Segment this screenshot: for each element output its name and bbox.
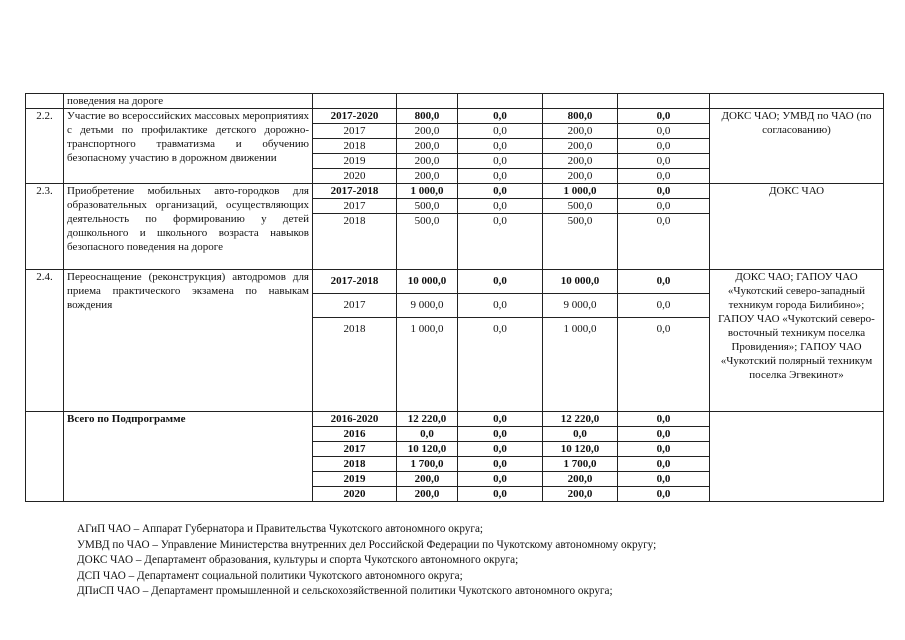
table-row [26,109,884,124]
value-cell: 0,0 [618,214,710,270]
period-cell: 2017-2020 [313,109,397,124]
period-cell: 2016-2020 [313,412,397,427]
value-cell: 0,0 [618,184,710,199]
value-cell: 200,0 [543,139,618,154]
period-cell: 2017-2018 [313,270,397,294]
row-description: поведения на дороге [64,94,313,109]
table-row [26,270,884,294]
responsible-cell [710,412,884,502]
total-cell: 12 220,0 [397,412,458,427]
footnote: УМВД по ЧАО – Управление Министерства внутренних дел Российской Федерации по Чукотскому автономному округу; [77,538,657,551]
row-description: Участие во всероссийских массовых мероприятиях с детьми по профилактике детского дорожно-транспортного травматизма и обучению безопасному участию в дорожном движении [64,109,313,184]
value-cell: 200,0 [543,124,618,139]
value-cell: 0,0 [618,139,710,154]
value-cell: 200,0 [543,154,618,169]
responsible-cell: ДОКС ЧАО [710,184,884,270]
period-cell: 2019 [313,154,397,169]
value-cell: 0,0 [618,412,710,427]
row-description: Приобретение мобильных авто-городков для образовательных организаций, осуществляющих деятельность по формированию у детей дошкольного и школьного возраста навыков безопасного поведения на дороге [64,184,313,270]
table-row [26,412,884,427]
value-cell: 0,0 [618,427,710,442]
table-row [26,184,884,199]
total-cell: 500,0 [397,214,458,270]
total-cell: 10 120,0 [397,442,458,457]
total-cell: 10 000,0 [397,270,458,294]
row-description: Переоснащение (реконструкция) автодромов для приема практического экзамена по навыкам вождения [64,270,313,412]
value-cell: 0,0 [458,472,543,487]
period-cell: 2017 [313,442,397,457]
table-row [26,94,884,109]
value-cell: 0,0 [458,169,543,184]
value-cell: 0,0 [618,318,710,412]
value-cell: 0,0 [458,318,543,412]
value-cell: 500,0 [543,214,618,270]
row-number: 2.3. [26,184,64,270]
total-cell: 9 000,0 [397,294,458,318]
value-cell: 1 000,0 [543,318,618,412]
value-cell: 500,0 [543,199,618,214]
total-cell: 200,0 [397,124,458,139]
value-cell: 0,0 [458,184,543,199]
footnote: ДСП ЧАО – Департамент социальной политики Чукотского автономного округа; [77,569,463,582]
value-cell: 0,0 [618,169,710,184]
value-cell: 1 700,0 [543,457,618,472]
value-cell: 200,0 [543,472,618,487]
total-cell: 1 700,0 [397,457,458,472]
value-cell: 0,0 [458,487,543,502]
value-cell: 0,0 [618,270,710,294]
value-cell: 0,0 [543,427,618,442]
value-cell: 9 000,0 [543,294,618,318]
total-cell: 200,0 [397,169,458,184]
period-cell: 2018 [313,318,397,412]
value-cell: 0,0 [618,442,710,457]
value-cell: 10 120,0 [543,442,618,457]
value-cell: 0,0 [618,154,710,169]
period-cell: 2018 [313,214,397,270]
value-cell: 0,0 [458,412,543,427]
period-cell: 2017-2018 [313,184,397,199]
period-cell: 2018 [313,139,397,154]
value-cell: 10 000,0 [543,270,618,294]
value-cell: 0,0 [458,154,543,169]
value-cell: 0,0 [458,124,543,139]
responsible-cell: ДОКС ЧАО; УМВД по ЧАО (по согласованию) [710,109,884,184]
value-cell: 0,0 [618,472,710,487]
value-cell: 200,0 [543,169,618,184]
value-cell: 0,0 [618,199,710,214]
value-cell: 0,0 [458,109,543,124]
value-cell: 0,0 [618,487,710,502]
value-cell: 0,0 [618,294,710,318]
row-number [26,412,64,502]
period-cell: 2020 [313,487,397,502]
footnotes [77,522,656,600]
program-table [25,93,884,502]
value-cell: 0,0 [458,139,543,154]
value-cell: 0,0 [458,457,543,472]
period-cell: 2017 [313,199,397,214]
total-label: Всего по Подпрограмме [64,412,313,502]
row-number [26,94,64,109]
value-cell: 0,0 [458,214,543,270]
row-number: 2.4. [26,270,64,412]
row-number: 2.2. [26,109,64,184]
period-cell: 2020 [313,169,397,184]
period-cell: 2016 [313,427,397,442]
total-cell: 800,0 [397,109,458,124]
total-cell: 1 000,0 [397,318,458,412]
value-cell: 0,0 [458,270,543,294]
value-cell: 0,0 [618,124,710,139]
value-cell: 12 220,0 [543,412,618,427]
period-cell: 2017 [313,124,397,139]
period-cell: 2018 [313,457,397,472]
total-cell: 200,0 [397,154,458,169]
total-cell: 200,0 [397,472,458,487]
total-cell: 200,0 [397,139,458,154]
total-cell: 0,0 [397,427,458,442]
total-cell: 1 000,0 [397,184,458,199]
footnote: АГиП ЧАО – Аппарат Губернатора и Правительства Чукотского автономного округа; [77,523,484,535]
footnote: ДПиСП ЧАО – Департамент промышленной и сельскохозяйственной политики Чукотского автономного округа; [77,585,613,597]
value-cell: 0,0 [458,294,543,318]
value-cell: 200,0 [543,487,618,502]
value-cell: 0,0 [458,199,543,214]
value-cell: 1 000,0 [543,184,618,199]
total-cell: 200,0 [397,487,458,502]
total-cell: 500,0 [397,199,458,214]
value-cell: 0,0 [458,442,543,457]
value-cell: 800,0 [543,109,618,124]
footnote: ДОКС ЧАО – Департамент образования, культуры и спорта Чукотского автономного округа; [77,554,519,566]
value-cell: 0,0 [618,109,710,124]
period-cell: 2019 [313,472,397,487]
responsible-cell: ДОКС ЧАО; ГАПОУ ЧАО «Чукотский северо-западный техникум города Билибино»; ГАПОУ ЧАО «Чукотский северо-восточный техникум поселка Провидения»; ГАПОУ ЧАО «Чукотский полярный техникум поселка Эгвекинот» [710,270,884,412]
value-cell: 0,0 [458,427,543,442]
period-cell: 2017 [313,294,397,318]
value-cell: 0,0 [618,457,710,472]
